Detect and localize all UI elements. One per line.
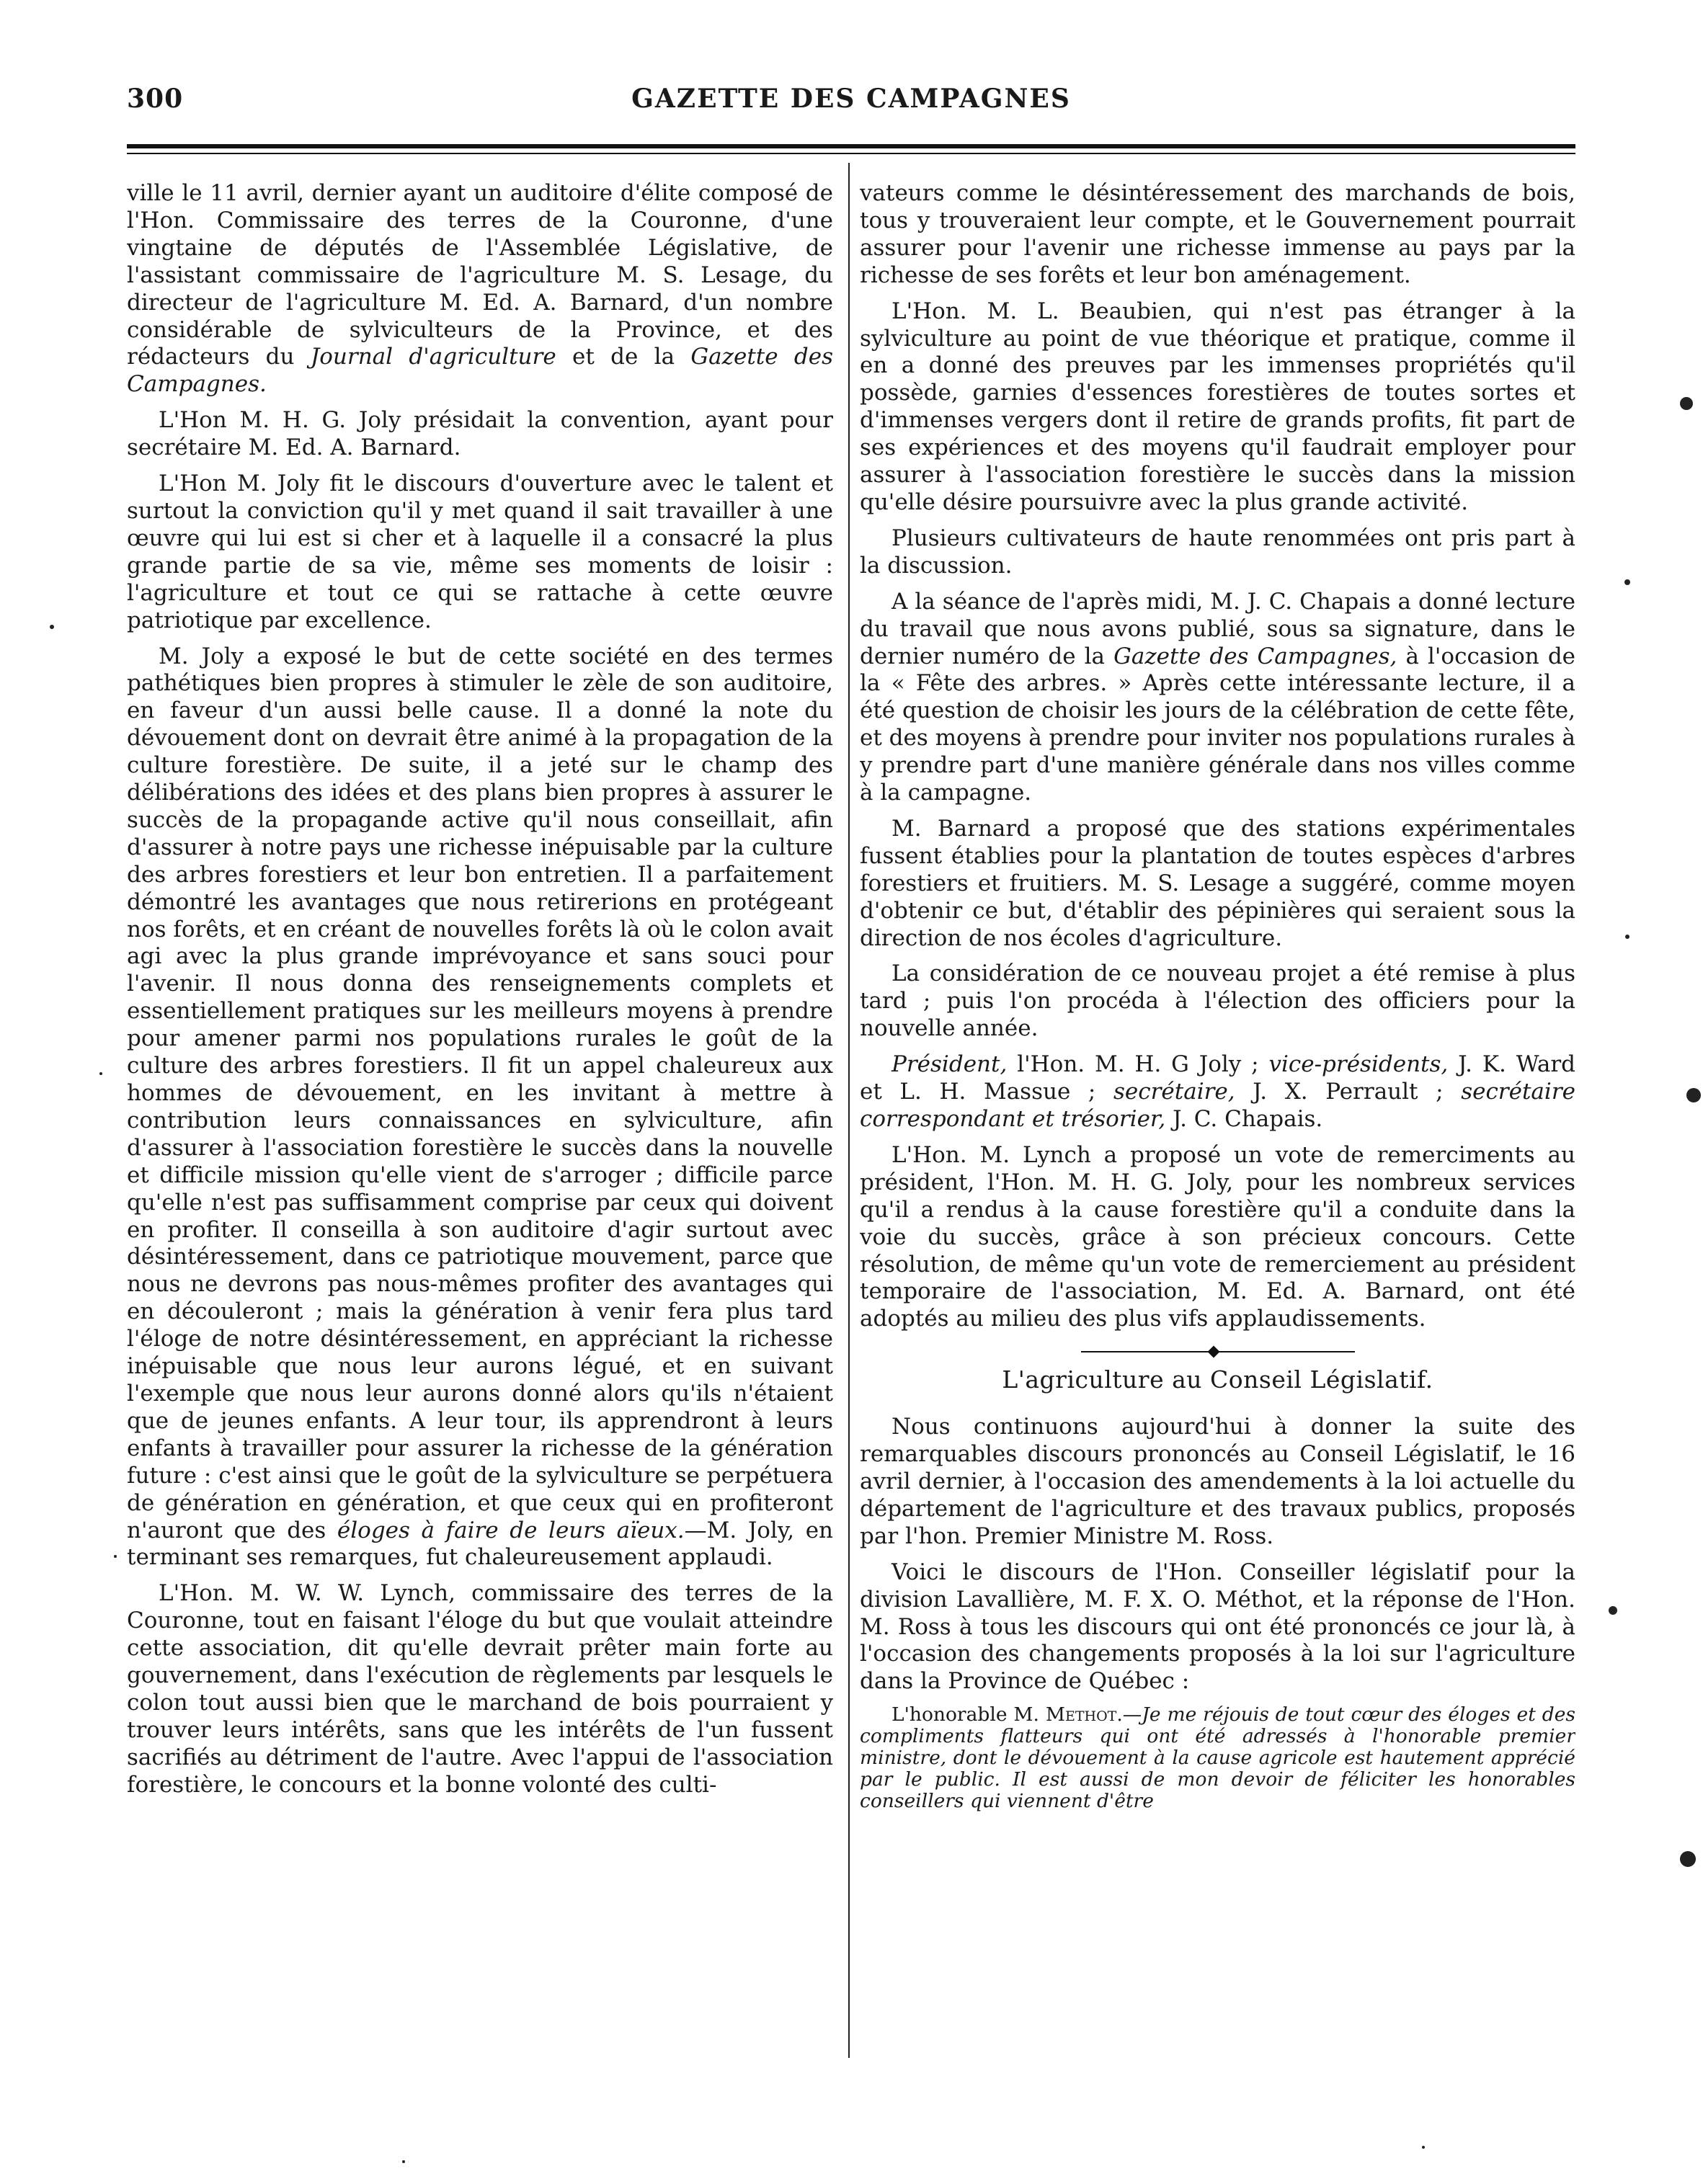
- text-run: A la séance de l'après midi, M. J. C. Chapais a donné lecture du travail que nous avons publié, sous sa signature, dans le dernier numéro de la: [860, 588, 1575, 669]
- text-run: J. K. Ward et L. H. Massue ;: [860, 1051, 1575, 1105]
- text-run: M. Joly a exposé le but de cette société en des termes pathétiques bien propres à stimuler le zèle de son auditoire, en faveur d'un aussi belle cause. Il a donné la note du dévouement dont on devrait être animé à la propagation de la culture forestière. De suite, il a jeté sur le champ des délibérations des idées et des plans bien propres à assurer le succès de la propagande active qu'il nous conseillait, afin d'assurer à notre pays une richesse inépuisable par la culture des arbres forestiers et leur bon entretien. Il a parfaitement démontré les avantages que nous retirerions en protégeant nos forêts, et en créant de nouvelles forêts là où le colon avait agi avec la plus grande imprévoyance et sans souci pour l'avenir. Il nous donna des renseignements complets et essentiellement pratiques sur les meilleurs moyens à prendre pour amener parmi nos populations rurales le goût de la culture des arbres forestiers. Il fit un appel chaleureux aux hommes de dévouement, en les invitant à mettre à contribution leurs connaissances en sylviculture, afin d'assurer à l'association forestière le succès dans la nouvelle et difficile mission qu'elle vient de s'arroger ; difficile parce qu'elle n'est pas suffisamment comprise par ceux qui doivent en profiter. Il conseilla à son auditoire d'agir surtout avec désintéressement, dans ce patriotique mouvement, parce que nous ne devrons pas nous-mêmes profiter des avantages qui en découleront ; mais la génération à venir fera plus tard l'éloge de notre désintéressement, en appréciant la richesse inépuisable que nous leur aurons légué, et en suivant l'exemple que nous leur aurons donné alors qu'ils n'étaient que de jeunes enfants. A leur tour, ils apprendront à leurs enfants à travailler pour assurer la richesse de la génération future : c'est ainsi que le goût de la sylviculture se perpétuera de génération en génération, et que ceux qui en profiteront n'auront que des: [127, 643, 833, 1543]
- text-run: J. X. Perrault ;: [1253, 1079, 1444, 1105]
- text-run: l'Hon. M. H. G Joly ;: [1017, 1051, 1259, 1078]
- speech-paragraph: [860, 1704, 1575, 1812]
- text-run: ville le 11 avril, dernier ayant un auditoire d'élite composé de l'Hon. Commissaire des terres de la Couronne, d'une vingtaine de députés de l'Assemblée Législative, de l'assistant commissaire de l'agriculture M. S. Lesage, du directeur de l'agriculture M. Ed. A. Barnard, d'un nombre considérable de sylviculteurs de la Province, et des rédacteurs du: [127, 180, 833, 370]
- role-label: vice-présidents,: [1268, 1051, 1449, 1078]
- paragraph: Voici le discours de l'Hon. Conseiller législatif pour la division Lavallière, M. F. X. O. Méthot, et la réponse de l'Hon. M. Ross à tous les discours qui ont été prononcés ce jour là, à l'occasion des changements proposés à la loi sur l'agriculture dans la Province de Québec :: [860, 1559, 1575, 1695]
- section-title: L'agriculture au Conseil Législatif.: [1002, 1365, 1433, 1394]
- separator-ornament: [1207, 1346, 1219, 1358]
- speech-text: —Je me réjouis de tout cœur des éloges et des compliments flatteurs qui ont été adressés à l'honorable premier ministre, dont le dévouement à la cause agricole est hautement apprécié par le public. Il est aussi de mon devoir de féliciter les honorables conseillers qui viennent d'être: [860, 1703, 1575, 1813]
- text-run: J. C. Chapais.: [1173, 1106, 1323, 1132]
- italic-title: Journal d'agriculture: [310, 344, 556, 370]
- paragraph: L'Hon M. H. G. Joly présidait la convention, ayant pour secrétaire M. Ed. A. Barnard.: [127, 407, 833, 461]
- page-header: [127, 78, 1575, 121]
- role-label: Président,: [891, 1051, 1008, 1078]
- paragraph: M. Barnard a proposé que des stations expérimentales fussent établies pour la plantation de toutes espèces d'arbres forestiers et fruitiers. M. S. Lesage a suggéré, comme moyen d'obtenir ce but, d'établir des pépinières qui seraient sous la direction de nos écoles d'agriculture.: [860, 815, 1575, 951]
- header-rule-thin: [127, 153, 1575, 154]
- speaker-name: Methot.: [1045, 1703, 1123, 1726]
- header-rule-thick: [127, 144, 1575, 148]
- role-label: secrétaire,: [1113, 1079, 1235, 1105]
- paragraph: [127, 643, 833, 1572]
- right-column: [860, 180, 1575, 2054]
- text-run: —M. Joly, en terminant ses remarques, fut chaleureusement applaudi.: [127, 1517, 833, 1571]
- paragraph: L'Hon. M. W. W. Lynch, commissaire des terres de la Couronne, tout en faisant l'éloge du but que voulait atteindre cette association, dit qu'elle devrait prêter main forte au gouvernement, dans l'exécution de règlements par lesquels le colon tout aussi bien que le marchand de bois pourraient y trouver leurs intérêts, sans que les intérêts de l'un fussent sacrifiés au détriment de l'autre. Avec l'appui de l'association forestière, le concours et la bonne volonté des culti-: [127, 1580, 833, 1798]
- section-separator: [1081, 1349, 1355, 1355]
- italic-title: Gazette des Campagnes,: [1113, 643, 1397, 669]
- paragraph: L'Hon. M. L. Beaubien, qui n'est pas étranger à la sylviculture au point de vue théorique et pratique, comme il en a donné des preuves par les immenses propriétés qu'il possède, garnies d'essences forestières de toutes sortes et d'immenses vergers dont il retire de grands profits, fit part de ses expériences et des moyens qu'il faudrait employer pour assurer à l'association forestière le succès dans la mission qu'elle désire poursuivre avec la plus grande activité.: [860, 298, 1575, 515]
- paragraph: Nous continuons aujourd'hui à donner la suite des remarquables discours prononcés au Conseil Législatif, le 16 avril dernier, à l'occasion des amendements à la loi actuelle du département de l'agriculture et des travaux publics, proposés par l'hon. Premier Ministre M. Ross.: [860, 1414, 1575, 1549]
- paragraph: [127, 180, 833, 398]
- text-run: et de la: [572, 344, 675, 370]
- paragraph: vateurs comme le désintéressement des marchands de bois, tous y trouveraient leur compte, et le Gouvernement pourrait assurer pour l'avenir une richesse immense au pays par la richesse de ses forêts et leur bon aménagement.: [860, 180, 1575, 288]
- italic-title: Gazette des Campagnes.: [127, 344, 833, 398]
- paragraph: L'Hon M. Joly fit le discours d'ouverture avec le talent et surtout la conviction qu'il y met quand il sait travailler à une œuvre qui lui est si cher et à laquelle il a consacré la plus grande partie de sa vie, même ses moments de loisir : l'agriculture et tout ce qui se rattache à cette œuvre patriotique par excellence.: [127, 471, 833, 633]
- page-number: 300: [127, 84, 184, 114]
- paragraph: La considération de ce nouveau projet a été remise à plus tard ; puis l'on procéda à l'élection des officiers pour la nouvelle année.: [860, 960, 1575, 1042]
- role-label: secrétaire correspondant et trésorier,: [860, 1079, 1575, 1132]
- running-title: GAZETTE DES CAMPAGNES: [631, 84, 1071, 114]
- left-column: [127, 180, 833, 2054]
- text-run: L'honorable M.: [891, 1703, 1039, 1726]
- paragraph: L'Hon. M. Lynch a proposé un vote de remerciments au président, l'Hon. M. H. G. Joly, pour les nombreux services qu'il a rendus à la cause forestière qu'il a conduite dans la voie du succès, grâce à son précieux concours. Cette résolution, de même qu'un vote de remerciement au président temporaire de l'association, M. Ed. A. Barnard, ont été adoptés au milieu des plus vifs applaudissements.: [860, 1141, 1575, 1332]
- column-divider: [848, 163, 850, 2058]
- paragraph: Plusieurs cultivateurs de haute renommées ont pris part à la discussion.: [860, 525, 1575, 579]
- italic-phrase: éloges à faire de leurs aïeux.: [337, 1517, 685, 1543]
- officers-paragraph: [860, 1051, 1575, 1133]
- text-run: à l'occasion de la « Fête des arbres. » Après cette intéressante lecture, il a été question de choisir les jours de la célébration de cette fête, et des moyens à prendre pour inviter nos populations rurales à y prendre part d'une manière générale dans nos villes comme à la campagne.: [860, 643, 1575, 806]
- paragraph: [860, 589, 1575, 807]
